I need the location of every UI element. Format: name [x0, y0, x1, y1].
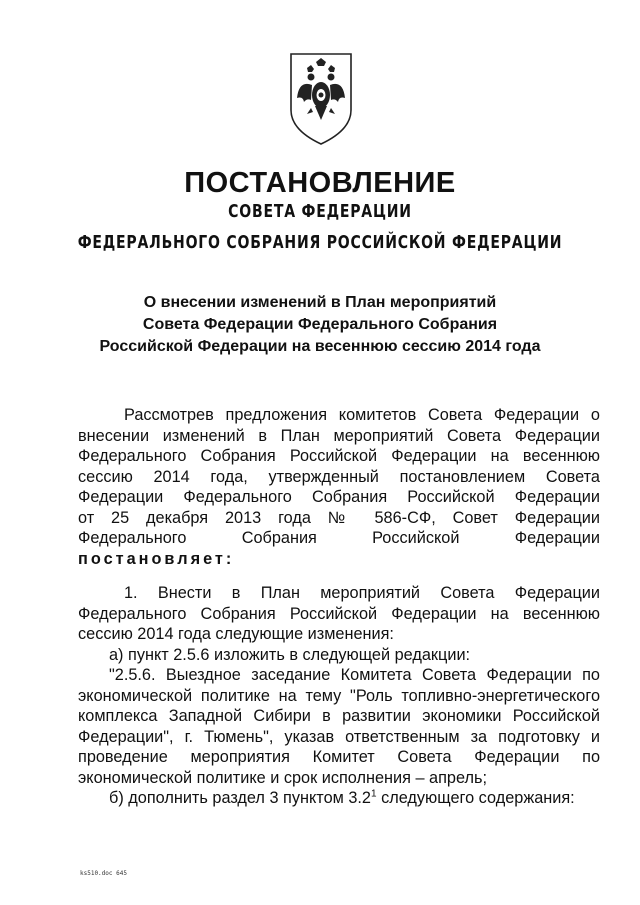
paragraph-line: от 25 декабря 2013 года № 586-СФ, Совет Федерации — [78, 508, 600, 527]
coat-of-arms-emblem — [287, 50, 355, 148]
sub-item-b — [78, 788, 600, 809]
document-title: ПОСТАНОВЛЕНИЕ — [184, 167, 456, 199]
paragraph-line: Федерации Федерального Собрания Российской Федерации — [78, 488, 600, 506]
quote-line: экономической политике на тему "Роль топливно-энергетического — [78, 686, 600, 705]
paragraph-line: Рассмотрев предложения комитетов Совета Федерации о — [124, 406, 600, 424]
document-subtitle-line1: СОВЕТА ФЕДЕРАЦИИ — [228, 201, 412, 222]
quote-line: экономической политике и срок исполнения – апрель; — [78, 768, 487, 787]
heading-line: Совета Федерации Федерального Собрания — [142, 316, 498, 333]
paragraph-line: 1. Внести в План мероприятий Совета Федерации — [124, 584, 600, 602]
item-1-paragraph — [78, 583, 600, 809]
quote-line: Федерации", г. Тюмень", указав ответственным за подготовку и — [78, 727, 600, 746]
heading-line: О внесении изменений в План мероприятий — [143, 294, 497, 311]
paragraph-line: Федерального Собрания Российской Федерации на весеннюю — [78, 604, 600, 623]
quote-line: комплекса Западной Сибири в развитии экономики Российской — [78, 707, 600, 725]
quote-line: проведение мероприятия Комитет Совета Федерации по — [78, 748, 600, 766]
paragraph-line: внесении изменений в План мероприятий Совета Федерации — [78, 426, 600, 445]
sub-item-b-suffix: следующего содержания: — [376, 789, 575, 807]
document-footer-code: ks510.doc 645 — [80, 870, 127, 877]
document-subtitle-line2: ФЕДЕРАЛЬНОГО СОБРАНИЯ РОССИЙСКОЙ ФЕДЕРАЦИИ — [77, 232, 563, 253]
resolution-heading — [0, 292, 640, 358]
decree-word: постановляет: — [78, 549, 235, 568]
paragraph-line: сессию 2014 года, утвержденный постановлением Совета — [78, 467, 600, 486]
preamble-paragraph — [78, 405, 600, 569]
paragraph-line: Федерального Собрания Российской Федерации на весеннюю — [78, 447, 600, 465]
sub-item-b-prefix: б) дополнить раздел 3 пунктом 3.2 — [109, 789, 371, 807]
sub-item-a: а) пункт 2.5.6 изложить в следующей редакции: — [109, 645, 471, 664]
sub-item-b-superscript: 1 — [370, 788, 377, 800]
paragraph-line: сессию 2014 года следующие изменения: — [78, 625, 394, 643]
heading-line: Российской Федерации на весеннюю сессию 2014 года — [99, 338, 541, 355]
paragraph-line: Федерального Собрания Российской Федерации — [78, 529, 600, 547]
quote-line: "2.5.6. Выездное заседание Комитета Совета Федерации по — [109, 666, 600, 684]
